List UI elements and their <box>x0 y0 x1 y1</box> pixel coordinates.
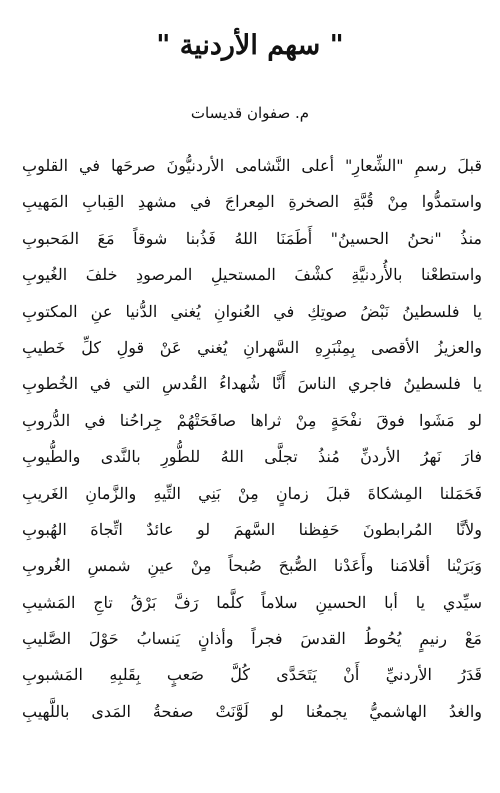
poem-title: " سهم الأردنية " <box>156 30 344 61</box>
poem-line: قبلَ رسمِ "الشِّعارِ" أعلى النَّشامى الأردنيُّونَ صرحَها في القلوبِ <box>22 156 482 175</box>
poem-line: قَدَرُ الأردنيِّ أَنْ يَتَحَدَّى كُلَّ صَعبٍ بِقَلبِهِ المَشبوبِ <box>22 665 482 685</box>
poem-line: فَحَمَلنا المِشكاةَ قبلَ زمانٍ مِنْ بَنِي التِّيهِ والزَّمانِ الغَريبِ <box>22 483 482 503</box>
poem-line: واستمدُّوا مِنْ قُبَّةِ الصخرةِ المِعراجَ في مشهدِ القِبابِ المَهيبِ <box>22 192 482 212</box>
poem-line: والعزيزُ الأقصى بِمِنْبَرِهِ السَّهرانِ يُغني عَنْ قولِ كلِّ خَطيبِ <box>22 337 482 357</box>
poem-line: مَعْ رنيمٍ يُحُوطُ القدسَ فجراً وأذانٍ يَنسابُ حَوْلَ الصَّليبِ <box>22 629 482 649</box>
poem-line: ولأنَّا المُرابطونَ حَفِظنا السَّهمَ لو عائدٌ اتِّجاهَ الهُبوبِ <box>22 519 482 539</box>
poem-line: يا فلسطينُ فاجري الناسَ أَنَّا شُهداءُ القُدسِ التي في الخُطوبِ <box>22 374 482 394</box>
poem-line: سيِّدي يا أبا الحسينِ سلاماً كلَّما رَفَّ بَرْقُ تاجِ المَشيبِ <box>22 592 482 612</box>
poem-body <box>22 148 482 730</box>
poem-line: منذُ "نحنُ الحسينُ" أَطَمَنَا اللهُ فَذُبنا شوقاً مَعَ المَحبوبِ <box>22 228 482 248</box>
poem-line: والغدُ الهاشميُّ يجمعُنا لو لَوَّنَتْ صفحةُ المَدى باللَّهيبِ <box>22 701 482 721</box>
poem-line: يا فلسطينُ نَبْضُ صوتِكِ في العُنوانِ يُغني الدُّنيا عنِ المكتوبِ <box>22 301 482 321</box>
poem-author: م. صفوان قديسات <box>190 104 310 122</box>
poem-line: واستطعْنا بالأُردنيَّةِ كشْفَ المستحيلِ المرصودِ خلفَ الغُيوبِ <box>22 265 482 285</box>
poem-line: وَبَرَيْنا أقلامَنا وأَعَدْنا الصُّبحَ صُبحاً مِنْ عينِ شمسِ الغُروبِ <box>22 556 482 576</box>
poem-line: لو مَشَوا فوقَ نفْحَةٍ مِنْ ثراها صافَحَتْهُمْ جِراحُنا في الدُّروبِ <box>22 410 482 430</box>
poem-line: فارَ نَهرُ الأردنِّ مُنذُ تجلَّى اللهُ للطُّورِ بالنَّدى والطُّيوبِ <box>22 447 482 467</box>
